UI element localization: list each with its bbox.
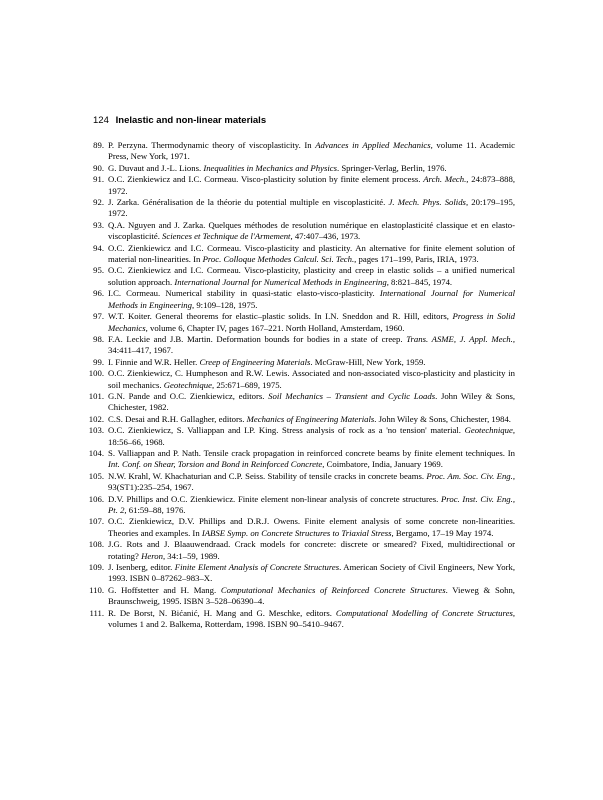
reference-number: 94. [93,242,104,253]
reference-number: 90. [93,162,104,173]
reference-item [87,425,515,448]
reference-item [87,562,515,585]
reference-title: Progress in Solid Mechanics [108,311,515,333]
reference-text: , 34:411–417, 1967. [108,333,515,356]
reference-text: , pages 171–199, Paris, IRIA, 1973. [354,254,479,265]
reference-title: Finite Element Analysis of Concrete Structures [174,562,340,573]
reference-title: Trans. ASME, J. Appl. Mech. [406,333,513,344]
reference-title: International Journal for Numerical Methods in Engineering [174,276,387,287]
reference-text: G. Hoffstetter and H. Mang. [108,584,221,595]
reference-item [87,608,515,631]
reference-number: 92. [93,197,104,208]
reference-text: , 18:56–66, 1968. [108,425,515,447]
reference-item [87,220,515,243]
reference-text: . Vieweg & Sohn, Braunschweig, 1995. ISBN 3–528–06390–4. [108,584,515,607]
reference-title: Heron [141,550,163,561]
reference-title: Proc. Inst. Civ. Eng., Pt. 2 [108,493,515,515]
reference-item [87,197,515,220]
reference-number: 110. [89,584,104,595]
reference-title: Inequalities in Mechanics and Physics [203,162,337,173]
reference-item [87,311,515,334]
reference-number: 109. [88,562,104,573]
running-title: Inelastic and non-linear materials [115,115,267,126]
page-number: 124 [93,115,109,126]
reference-text: , 61:59–88, 1976. [124,505,186,515]
reference-item [87,163,515,174]
reference-text: , Coimbatore, India, January 1969. [322,459,443,470]
reference-title: Geotechnique [464,425,513,436]
reference-text: , 8:821–845, 1974. [386,276,453,287]
reference-list [87,140,515,630]
reference-item [87,174,515,197]
reference-text: , 47:407–436, 1973. [290,231,361,242]
reference-item [87,414,515,425]
reference-title: Creep of Engineering Materials [199,356,311,367]
reference-title: Int. Conf. on Shear, Torsion and Bond in Reinforced Concrete [108,459,323,470]
reference-text: , volume 11. Academic Press, New York, 1971. [108,140,515,162]
reference-item [87,357,515,368]
reference-number: 111. [89,607,104,618]
reference-text: , Bergamo, 17–19 May 1974. [391,527,494,538]
reference-text: I.C. Cormeau. Numerical stability in quasi-static elasto-visco-plasticity. [108,288,380,299]
reference-text: P. Perzyna. Thermodynamic theory of viscoplasticity. In [108,140,316,150]
reference-item [87,288,515,311]
reference-text: S. Valliappan and P. Nath. Tensile crack propagation in reinforced concrete beams by finite element techniques. In [108,447,515,458]
reference-title: IABSE Symp. on Concrete Structures to Triaxial Stress [201,527,392,538]
reference-title: Geotechnique [163,379,212,390]
reference-text: G.N. Pande and O.C. Zienkiewicz, editors. [108,390,269,401]
reference-text: J.G. Rots and J. Blaauwendraad. Crack models for concrete: discrete or smeared? Fixed, multidirectional or rotating? [108,539,515,561]
reference-number: 98. [93,333,104,344]
reference-item [87,243,515,266]
reference-title: Proc. Colloque Methodes Calcul. Sci. Tech. [202,254,355,265]
reference-number: 108. [88,539,104,550]
reference-text: , 93(ST1):235–254, 1967. [108,470,515,493]
reference-text: D.V. Phillips and O.C. Zienkiewicz. Finite element non-linear analysis of concrete structures. [108,493,441,504]
reference-text: W.T. Koiter. General theorems for elastic–plastic solids. In I.N. Sneddon and R. Hill, editors, [108,311,453,322]
reference-item [87,265,515,288]
reference-title: Arch. Mech. [423,174,467,185]
reference-title: Soil Mechanics – Transient and Cyclic Loads [268,390,436,401]
reference-text: O.C. Zienkiewicz, D.V. Phillips and D.R.J. Owens. Finite element analysis of some concrete non-linearities. Theories and examples. In [108,516,515,538]
reference-title: Advances in Applied Mechanics [315,140,431,150]
reference-text: G. Duvaut and J.-L. Lions. [108,162,204,173]
reference-title: Sciences et Technique de l'Armement [162,231,291,242]
reference-item [87,368,515,391]
reference-item [87,585,515,608]
reference-title: J. Mech. Phys. Solids [388,197,466,208]
reference-title: Mechanics of Engineering Materials [246,413,375,424]
reference-text: , 25:671–689, 1975. [211,379,282,390]
reference-text: J. Zarka. Généralisation de la théorie du potential multiple en viscoplasticité. [108,197,389,208]
reference-number: 102. [88,413,104,424]
running-header [93,115,266,126]
reference-number: 103. [88,425,104,436]
reference-text: I. Finnie and W.R. Heller. [108,356,200,367]
reference-text: , 20:179–195, 1972. [108,197,515,219]
reference-number: 99. [93,356,104,367]
reference-item [87,334,515,357]
reference-text: O.C. Zienkiewicz and I.C. Cormeau. Visco-plasticity solution by finite element process. [108,174,424,185]
reference-title: International Journal for Numerical Methods in Engineering [108,288,515,310]
reference-text: Q.A. Nguyen and J. Zarka. Quelques méthodes de resolution numérique en elastoplasticité classique et en elasto-viscoplasticité. [108,219,515,242]
reference-text: . American Society of Civil Engineers, New York, 1993. ISBN 0–87262–983–X. [108,562,515,584]
reference-text: O.C. Zienkiewicz, C. Humpheson and R.W. Lewis. Associated and non-associated visco-plasticity and plasticity in soil mechanics. [108,368,515,390]
reference-number: 97. [93,311,104,322]
reference-text: R. De Borst, N. Bićanić, H. Mang and G. Meschke, editors. [108,607,336,618]
reference-text: C.S. Desai and R.H. Gallagher, editors. [108,413,247,424]
reference-item [87,539,515,562]
reference-number: 104. [88,447,104,458]
reference-item [87,391,515,414]
reference-item [87,448,515,471]
reference-number: 106. [88,493,104,504]
reference-number: 96. [93,288,104,299]
reference-text: O.C. Zienkiewicz, S. Valliappan and I.P. King. Stress analysis of rock as a 'no tension' material. [108,425,465,436]
reference-text: . Springer-Verlag, Berlin, 1976. [336,162,447,173]
reference-title: Computational Modelling of Concrete Structures [335,607,513,618]
reference-text: . John Wiley & Sons, Chichester, 1984. [374,413,511,424]
reference-number: 105. [88,470,104,481]
reference-text: , 9:109–128, 1975. [191,299,258,310]
reference-item [87,516,515,539]
reference-title: Computational Mechanics of Reinforced Concrete Structures [220,584,446,595]
reference-text: N.W. Krahl, W. Khachaturian and C.P. Seiss. Stability of tensile cracks in concrete beams. [108,470,427,481]
reference-text: . John Wiley & Sons, Chichester, 1982. [108,390,515,413]
reference-number: 91. [93,174,104,185]
reference-title: Proc. Am. Soc. Civ. Eng. [426,470,513,481]
reference-text: F.A. Leckie and J.B. Martin. Deformation bounds for bodies in a state of creep. [108,333,407,344]
reference-number: 93. [93,219,104,230]
reference-text: . McGraw-Hill, New York, 1959. [310,356,426,367]
reference-text: , volumes 1 and 2. Balkema, Rotterdam, 1998. ISBN 90–5410–9467. [108,607,515,630]
reference-number: 89. [93,140,104,150]
reference-item [87,471,515,494]
reference-text: O.C. Zienkiewicz and I.C. Cormeau. Visco-plasticity and plasticity. An alternative for finite element solution of material non-linearities. In [108,242,515,265]
reference-text: , 24:873–888, 1972. [108,174,515,196]
reference-number: 95. [93,265,104,276]
reference-text: O.C. Zienkiewicz and I.C. Cormeau. Visco-plasticity, plasticity and creep in elastic solids – a unified numerical solution approach. [108,265,515,287]
reference-item [87,494,515,517]
reference-text: , volume 6, Chapter IV, pages 167–221. North Holland, Amsterdam, 1960. [145,322,405,333]
reference-item [87,140,515,163]
reference-number: 101. [88,390,104,401]
reference-text: , 34:1–59, 1989. [162,550,220,561]
reference-number: 107. [88,516,104,527]
reference-number: 100. [88,368,104,379]
reference-text: J. Isenberg, editor. [108,562,175,573]
